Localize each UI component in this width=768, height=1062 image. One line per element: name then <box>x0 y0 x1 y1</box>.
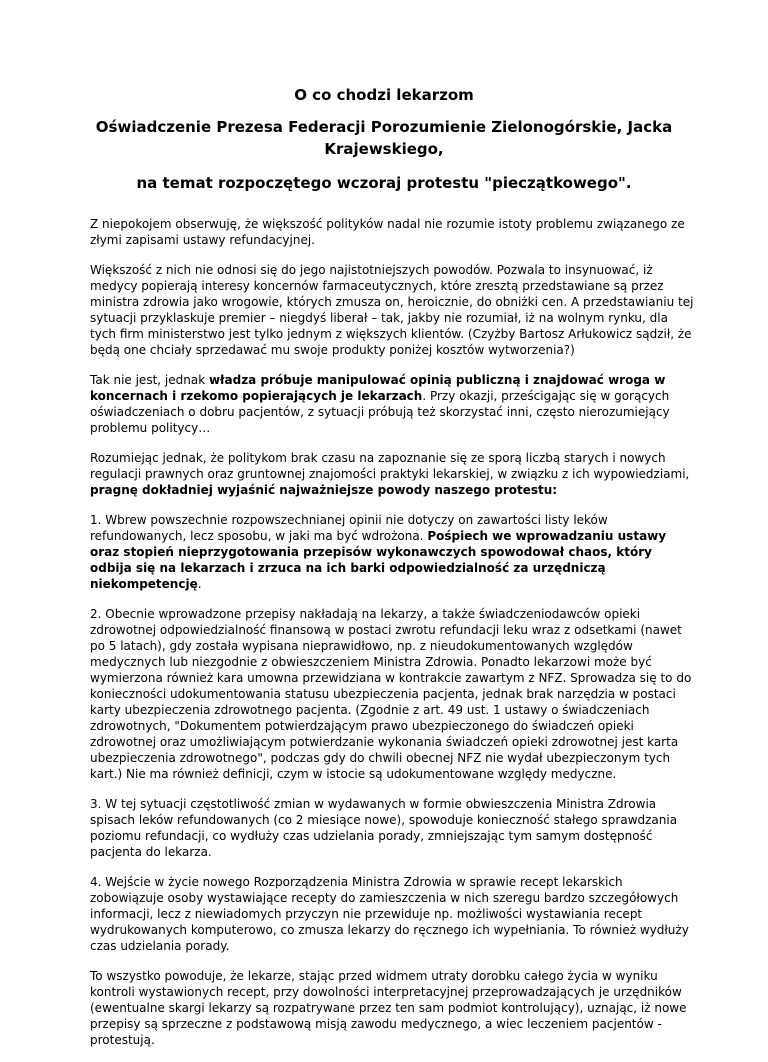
text-run: . Przy okazji, prześcigając się w gorących oświadczeniach o dobru pacjentów, z sytuacji próbują też skorzystać inni, często nierozumiejący problemu politycy… <box>90 389 670 435</box>
document-body <box>90 216 696 1062</box>
text-run: Większość z nich nie odnosi się do jego najistotniejszych powodów. Pozwala to insynuować, iż medycy popierają interesy koncernów farmaceutycznych, które zresztą przedstawiane są przez ministra zdrowia jako wrogowie, których zmusza on, heroicznie, do obniżki cen. A przedstawianiu tej sytuacji przyklaskuje premier – niegdyś liberał – tak, jakby nie rozumiał, iż na wolnym rynku, dla tych firm ministerstwo jest tylko jednym z większych klientów. (Czyżby Bartosz Arłukowicz sądził, że będą one chciały sprzedawać mu swoje produkty poniżej kosztów wytworzenia?) <box>90 263 694 357</box>
paragraph <box>90 796 696 860</box>
text-run: To wszystko powoduje, że lekarze, stając przed widmem utraty dorobku całego życia w wyniku kontroli wystawionych recept, przy dowolności interpretacyjnej przeprowadzających je urzędników (ewentualne skargi lekarzy są rozpatrywane przez ten sam podmiot kontrolujący), uznając, iż nowe przepisy są sprzeczne z podstawową misją zawodu medycznego, a wiec leczeniem pacjentów - protestują. <box>90 969 687 1047</box>
text-run: . <box>197 577 202 591</box>
document-title: O co chodzi lekarzom <box>294 86 474 104</box>
paragraph <box>90 372 696 436</box>
text-run: Z niepokojem obserwuję, że większość polityków nadal nie rozumie istoty problemu związanego ze złymi zapisami ustawy refundacyjnej. <box>90 217 685 247</box>
bold-text: Pośpiech we wprowadzaniu ustawy oraz stopień nieprzygotowania przepisów wykonawczych spowodował chaos, który odbija się na lekarzach i zrzuca na ich barki odpowiedzialność za urzędniczą niekompetencję <box>90 529 667 591</box>
document-subtitle: Oświadczenie Prezesa Federacji Porozumienie Zielonogórskie, Jacka Krajewskiego, <box>95 118 673 158</box>
paragraph <box>90 512 696 592</box>
text-run: Rozumiejąc jednak, że politykom brak czasu na zapoznanie się ze sporą liczbą starych i nowych regulacji prawnych oraz gruntownej znajomości praktyki lekarskiej, w związku z ich wypowiedziami, <box>90 451 690 481</box>
text-run: 1. Wbrew powszechnie rozpowszechnianej opinii nie dotyczy on zawartości listy leków refundowanych, lecz sposobu, w jaki ma być wdrożona. <box>90 513 608 543</box>
bold-text: pragnę dokładniej wyjaśnić najważniejsze powody naszego protestu: <box>90 483 558 497</box>
paragraph <box>90 874 696 954</box>
paragraph <box>90 450 696 498</box>
paragraph <box>90 216 696 248</box>
text-run: 3. W tej sytuacji częstotliwość zmian w wydawanych w formie obwieszczenia Ministra Zdrowia spisach leków refundowanych (co 2 miesiące nowe), spowoduje konieczność stałego sprawdzania poziomu refundacji, co wydłuży czas udzielania porady, zmniejszając tym samym dostępność pacjenta do lekarza. <box>90 797 678 859</box>
paragraph <box>90 968 696 1048</box>
document-topic: na temat rozpoczętego wczoraj protestu "pieczątkowego". <box>136 174 632 192</box>
text-run: 4. Wejście w życie nowego Rozporządzenia Ministra Zdrowia w sprawie recept lekarskich zobowiązuje osoby wystawiające recepty do zamieszczenia w nich szeregu bardzo szczegółowych informacji, lecz z niewiadomych przyczyn nie przewiduje np. możliwości wystawiania recept wydrukowanych komputerowo, co zmusza lekarzy do ręcznego ich wypełniania. To również wydłuży czas udzielania porady. <box>90 875 689 953</box>
paragraph <box>90 262 696 358</box>
paragraph <box>90 606 696 782</box>
text-run: Tak nie jest, jednak <box>90 373 209 387</box>
text-run: 2. Obecnie wprowadzone przepisy nakładają na lekarzy, a także świadczeniodawców opieki zdrowotnej odpowiedzialność finansową w postaci zwrotu refundacji leku wraz z odsetkami (nawet po 5 latach), gdy została wypisana nieprawidłowo, np. z nieudokumentowanych względów medycznych lub niezgodnie z obwieszczeniem Ministra Zdrowia. Ponadto lekarzowi może być wymierzona również kara umowna przewidziana w kontrakcie zawartym z NFZ. Sprowadza się to do konieczności udokumentowania statusu ubezpieczenia pacjenta, jednak brak narzędzia w postaci karty ubezpieczenia zdrowotnego pacjenta. (Zgodnie z art. 49 ust. 1 ustawy o świadczeniach zdrowotnych, "Dokumentem potwierdzającym prawo ubezpieczonego do świadczeń opieki zdrowotnej oraz umożliwiającym potwierdzanie wykonania świadczeń opieki zdrowotnej jest karta ubezpieczenia zdrowotnego", podczas gdy do chwili obecnej NFZ nie wydał ubezpieczonym tych kart.) Nie ma również definicji, czym w istocie są udokumentowane względy medyczne. <box>90 607 692 781</box>
bold-text: władza próbuje manipulować opinią publiczną i znajdować wroga w koncernach i rzekomo popierających je lekarzach <box>90 373 666 403</box>
